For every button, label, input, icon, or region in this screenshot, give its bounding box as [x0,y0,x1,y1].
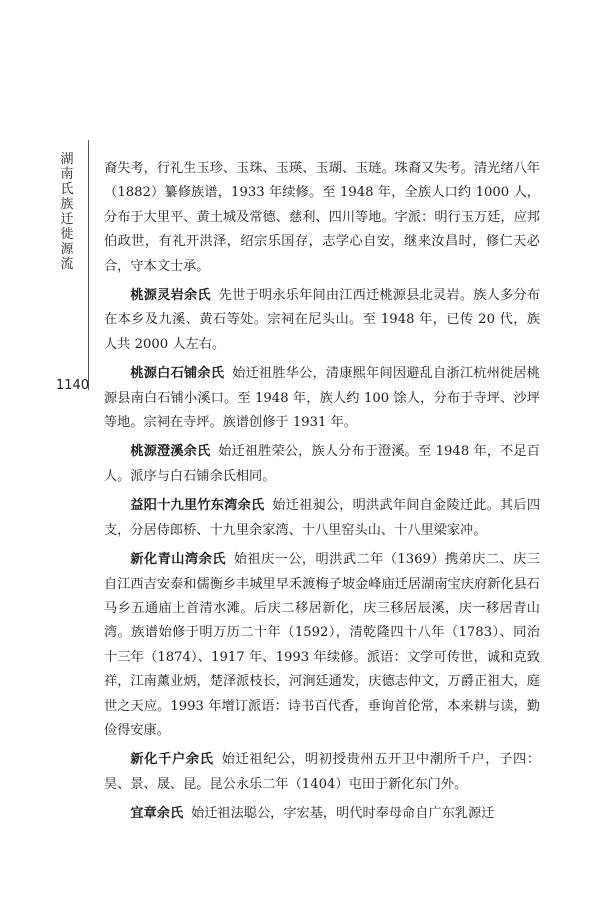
entry-title: 新化千户余氏 [130,752,214,768]
running-head: 湖南氏族迁徙源流 [60,152,74,272]
entry-text: 始迁祖胜华公，清康熙年间因避乱自浙江杭州徙居桃源县南白石铺小溪口。至 1948 年，族人约 100 馀人，分布于寺坪、沙坪等地。宗祠在寺坪。族谱创修于 1931 年。 [104,366,540,431]
entry-title: 桃源灵岩余氏 [130,288,211,304]
entry-title: 桃源澄溪余氏 [130,444,211,460]
entry-text: 始迁祖胜荣公，族人分布于澄溪。至 1948 年，不足百人。派序与白石铺余氏相同。 [104,444,540,484]
entry-text: 始祖庆一公，明洪武二年（1369）携弟庆二、庆三自江西吉安泰和儒衡乡丰城里早禾渡梅子坡金峰庙迁居湖南宝庆府新化县石马乡五通庙上首清水滩。后庆二移居新化，庆三移居辰溪，庆一移居青山湾。族谱始修于明万历二十年（1592），清乾隆四十八年（1783）、同治十三年（1874）、1917 年、1993 年续修。派语：文学可传世，诚和克致祥，江南薰业炳，楚泽派枝长，河涧廷通发，庆德志仲文，万爵正祖大，庭世之天应。1993 年增订派语：诗书百代香，垂询首伦常，本来耕与读，勤俭得安康。 [104,552,541,738]
entry-paragraph [104,802,540,826]
entry-paragraph [104,362,540,435]
page-number: 1140 [56,378,90,393]
entry-paragraph [104,494,540,543]
entry-paragraph [104,748,540,797]
entry-title: 桃源白石铺余氏 [130,366,225,382]
entry-title: 益阳十九里竹东湾余氏 [130,498,265,514]
entry-text: 始迁祖纪公，明初授贵州五开卫中潮所千户，子四：昊、景、晟、昆。昆公永乐二年（1404）屯田于新化东门外。 [104,752,541,792]
entry-paragraph [104,548,540,743]
entry-paragraph [104,440,540,489]
entry-text: 始迁祖法聪公，字宏基，明代时奉母命自广东乳源迁 [191,806,495,822]
entry-paragraph [104,284,540,357]
entry-text: 始迁祖昶公，明洪武年间自金陵迁此。其后四支，分居侍郎桥、十九里余家湾、十八里窑头山、十八里梁家冲。 [104,498,541,538]
intro-paragraph: 裔失考，行礼生玉珍、玉珠、玉瑛、玉瑚、玉琏。珠裔又失考。清光绪八年（1882）纂修族谱，1933 年续修。至 1948 年，全族人口约 1000 人，分布于大里平、黄土城及常德、慈利、四川等地。字派：明行玉万廷，应邦伯政世，有礼开洪泽，绍宗乐国存，志学心自安，继来汝昌时，修仁天必合，守本文士承。 [104,161,540,274]
margin-rule [88,140,89,390]
page-body [104,157,540,832]
entry-title: 宜章余氏 [130,806,184,822]
entry-text: 先世于明永乐年间由江西迁桃源县北灵岩。族人多分布在本乡及九溪、黄石等处。宗祠在尼头山。至 1948 年，已传 20 代，族人共 2000 人左右。 [104,288,541,352]
entry-title: 新化青山湾余氏 [130,552,226,568]
